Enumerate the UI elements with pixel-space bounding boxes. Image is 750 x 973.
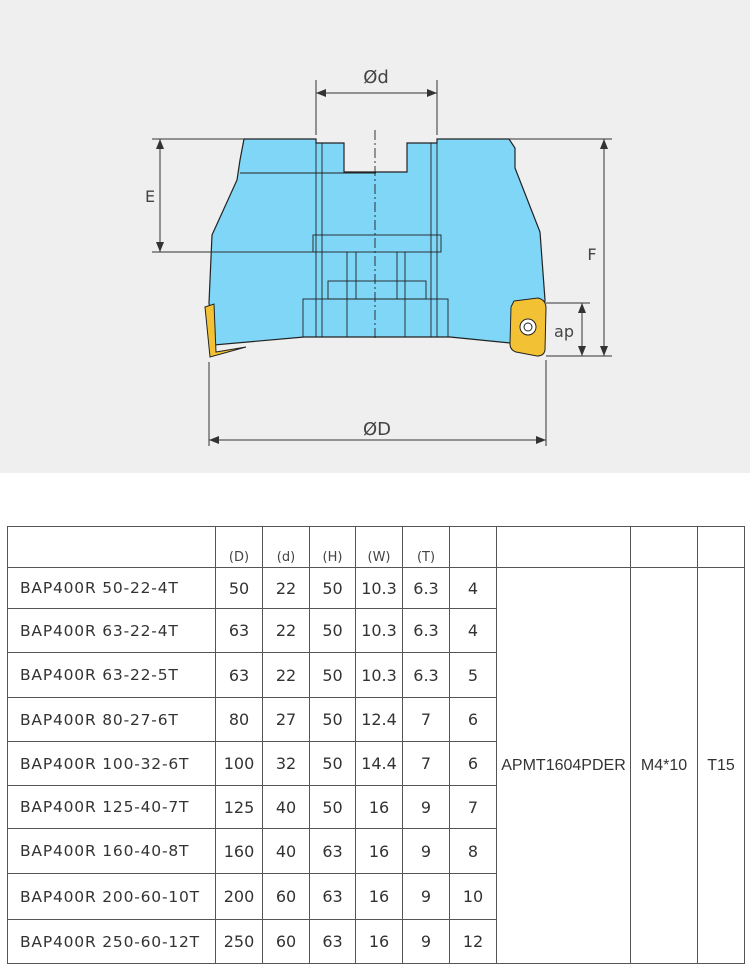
value-cell-d: 22 — [263, 609, 310, 653]
value-cell-W: 12.4 — [356, 698, 403, 742]
value-cell-W: 16 — [356, 874, 403, 920]
screw-cell: M4*10 — [631, 568, 698, 964]
value-cell-H: 63 — [310, 920, 356, 964]
value-cell-W: 16 — [356, 829, 403, 874]
value-cell-T: 6.3 — [403, 653, 450, 698]
dim-d-label: Ød — [363, 67, 389, 88]
value-cell-z: 6 — [450, 698, 497, 742]
value-cell-z: 6 — [450, 742, 497, 786]
model-cell: BAP400R 125-40-7T — [8, 786, 216, 829]
value-cell-W: 16 — [356, 786, 403, 829]
header-cell — [450, 527, 497, 568]
model-cell: BAP400R 200-60-10T — [8, 874, 216, 920]
value-cell-T: 7 — [403, 698, 450, 742]
header-cell: (T) — [403, 527, 450, 568]
value-cell-W: 16 — [356, 920, 403, 964]
value-cell-T: 7 — [403, 742, 450, 786]
technical-drawing — [0, 0, 750, 473]
model-cell: BAP400R 100-32-6T — [8, 742, 216, 786]
value-cell-T: 9 — [403, 786, 450, 829]
value-cell-z: 7 — [450, 786, 497, 829]
value-cell-z: 12 — [450, 920, 497, 964]
cutter-drawing — [0, 0, 750, 473]
value-cell-W: 10.3 — [356, 609, 403, 653]
model-cell: BAP400R 160-40-8T — [8, 829, 216, 874]
dim-e-label: E — [144, 187, 156, 206]
header-cell — [497, 527, 631, 568]
value-cell-D: 80 — [216, 698, 263, 742]
value-cell-T: 9 — [403, 920, 450, 964]
header-cell — [698, 527, 745, 568]
value-cell-z: 4 — [450, 568, 497, 609]
header-cell — [631, 527, 698, 568]
value-cell-D: 200 — [216, 874, 263, 920]
value-cell-H: 63 — [310, 874, 356, 920]
header-cell: (D) — [216, 527, 263, 568]
value-cell-H: 50 — [310, 568, 356, 609]
value-cell-T: 9 — [403, 829, 450, 874]
value-cell-H: 63 — [310, 829, 356, 874]
header-cell: (W) — [356, 527, 403, 568]
value-cell-d: 32 — [263, 742, 310, 786]
value-cell-D: 250 — [216, 920, 263, 964]
value-cell-D: 63 — [216, 609, 263, 653]
value-cell-D: 125 — [216, 786, 263, 829]
header-cell: (H) — [310, 527, 356, 568]
value-cell-H: 50 — [310, 742, 356, 786]
wrench-cell: T15 — [698, 568, 745, 964]
table-header-row — [8, 527, 745, 568]
cutter-body — [209, 139, 545, 346]
spec-table — [7, 526, 745, 964]
value-cell-D: 50 — [216, 568, 263, 609]
value-cell-z: 4 — [450, 609, 497, 653]
value-cell-H: 50 — [310, 609, 356, 653]
model-cell: BAP400R 80-27-6T — [8, 698, 216, 742]
value-cell-T: 9 — [403, 874, 450, 920]
value-cell-H: 50 — [310, 698, 356, 742]
value-cell-z: 8 — [450, 829, 497, 874]
value-cell-d: 60 — [263, 920, 310, 964]
value-cell-H: 50 — [310, 786, 356, 829]
value-cell-H: 50 — [310, 653, 356, 698]
dim-bigd-label: ØD — [362, 419, 392, 440]
model-cell: BAP400R 63-22-5T — [8, 653, 216, 698]
value-cell-d: 40 — [263, 786, 310, 829]
value-cell-W: 14.4 — [356, 742, 403, 786]
value-cell-T: 6.3 — [403, 609, 450, 653]
header-cell: (d) — [263, 527, 310, 568]
value-cell-d: 40 — [263, 829, 310, 874]
value-cell-T: 6.3 — [403, 568, 450, 609]
value-cell-D: 100 — [216, 742, 263, 786]
value-cell-d: 60 — [263, 874, 310, 920]
value-cell-d: 22 — [263, 653, 310, 698]
value-cell-z: 10 — [450, 874, 497, 920]
value-cell-W: 10.3 — [356, 653, 403, 698]
value-cell-D: 63 — [216, 653, 263, 698]
insert-cell: APMT1604PDER — [497, 568, 631, 964]
dim-f-label: F — [587, 245, 597, 264]
value-cell-W: 10.3 — [356, 568, 403, 609]
dim-ap-label: ap — [554, 322, 574, 341]
value-cell-d: 22 — [263, 568, 310, 609]
value-cell-z: 5 — [450, 653, 497, 698]
table-row — [8, 568, 745, 609]
model-cell: BAP400R 250-60-12T — [8, 920, 216, 964]
value-cell-D: 160 — [216, 829, 263, 874]
model-cell: BAP400R 63-22-4T — [8, 609, 216, 653]
value-cell-d: 27 — [263, 698, 310, 742]
model-cell: BAP400R 50-22-4T — [8, 568, 216, 609]
header-cell — [8, 527, 216, 568]
